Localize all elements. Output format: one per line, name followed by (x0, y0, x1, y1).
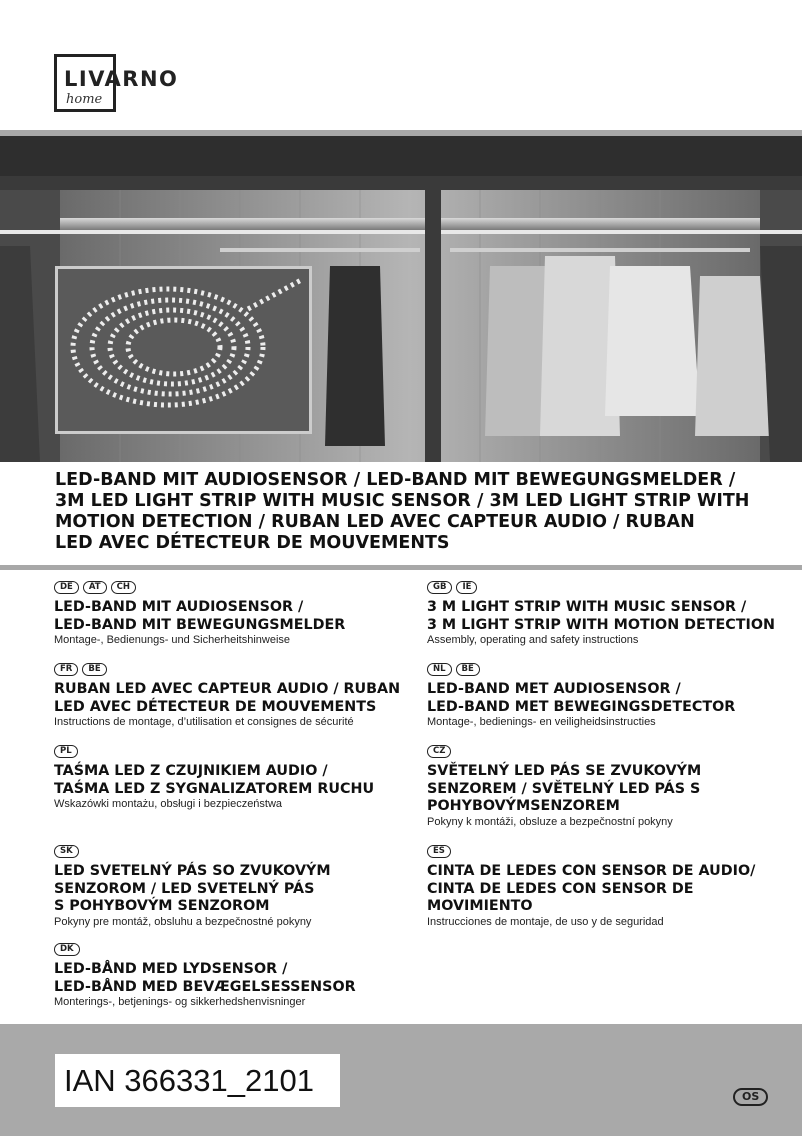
country-badge: CH (111, 581, 136, 594)
section-title-line: LED-BAND MIT AUDIOSENSOR / (54, 599, 304, 615)
section-title-line: LED-BAND MET BEWEGINGSDETECTOR (427, 698, 736, 715)
section-title (427, 863, 755, 916)
section-title-line: 3 M LIGHT STRIP WITH MOTION DETECTION (427, 616, 775, 633)
section-subtitle: Wskazówki montażu, obsługi i bezpieczeństwa (54, 798, 283, 810)
section-title-line: 3 M LIGHT STRIP WITH MUSIC SENSOR / (427, 599, 747, 615)
brand-logo-sub: home (66, 92, 103, 107)
country-badges (54, 943, 356, 957)
country-badge: IE (456, 581, 477, 594)
section-subtitle: Pokyny k montáži, obsluze a bezpečnostní pokyny (427, 815, 673, 828)
language-section-dk (54, 943, 356, 1009)
product-title-line: LED AVEC DÉTECTEUR DE MOUVEMENTS (55, 533, 450, 553)
country-badge: BE (82, 663, 106, 676)
section-subtitle: Instructions de montage, d’utilisation et consignes de sécurité (54, 716, 354, 728)
language-section-de (54, 581, 345, 647)
section-title (427, 681, 735, 716)
language-section-pl (54, 745, 374, 811)
section-title-line: SENZOROM / LED SVETELNÝ PÁS (54, 880, 315, 897)
country-badge: PL (54, 745, 78, 758)
section-title-line: CINTA DE LEDES CON SENSOR DE AUDIO/ (427, 863, 756, 879)
section-title (427, 763, 701, 816)
country-badges (54, 745, 374, 759)
product-title (55, 470, 775, 554)
section-title-line: RUBAN LED AVEC CAPTEUR AUDIO / RUBAN (54, 681, 401, 697)
section-title-line: POHYBOVÝMSENZOREM (427, 798, 620, 814)
section-title-line: LED AVEC DÉTECTEUR DE MOUVEMENTS (54, 698, 377, 715)
section-subtitle: Montage-, Bedienungs- und Sicherheitshinweise (54, 634, 291, 646)
country-badges (427, 663, 735, 677)
section-title-line: SENZOREM / SVĚTELNÝ LED PÁS S (427, 780, 701, 797)
country-badge: BE (456, 663, 480, 676)
led-strip-coil-icon (58, 269, 309, 431)
section-title-line: LED SVETELNÝ PÁS SO ZVUKOVÝM (54, 863, 331, 879)
country-badge: NL (427, 663, 452, 676)
section-subtitle: Instrucciones de montaje, de uso y de seguridad (427, 915, 664, 928)
section-title-line: CINTA DE LEDES CON SENSOR DE (427, 880, 694, 897)
section-title (54, 599, 345, 634)
language-section-nl (427, 663, 735, 729)
section-title (54, 961, 356, 996)
section-title-line: LED-BAND MIT BEWEGUNGSMELDER (54, 616, 346, 633)
country-badges (427, 581, 775, 595)
section-title-line: TAŚMA LED Z CZUJNIKIEM AUDIO / (54, 763, 328, 779)
language-section-cz (427, 745, 701, 829)
section-title (427, 599, 775, 634)
section-title-line: MOVIMIENTO (427, 898, 533, 914)
section-title-line: LED-BAND MET AUDIOSENSOR / (427, 681, 681, 697)
section-subtitle: Assembly, operating and safety instructions (427, 634, 639, 646)
section-subtitle: Monterings-, betjenings- og sikkerhedshenvisninger (54, 996, 306, 1008)
section-title (54, 681, 400, 716)
language-section-es (427, 845, 755, 929)
product-title-line: LED-BAND MIT AUDIOSENSOR / LED-BAND MIT BEWEGUNGSMELDER / (55, 470, 736, 490)
language-section-fr (54, 663, 400, 729)
language-section-gb (427, 581, 775, 647)
country-badge: SK (54, 845, 79, 858)
country-badges (427, 845, 755, 859)
product-title-line: MOTION DETECTION / RUBAN LED AVEC CAPTEUR AUDIO / RUBAN (55, 512, 695, 532)
country-badges (54, 845, 331, 859)
country-badge: ES (427, 845, 451, 858)
country-badge: CZ (427, 745, 451, 758)
os-badge: OS (733, 1088, 768, 1106)
ian-number: IAN 366331_2101 (64, 1063, 314, 1098)
country-badge: GB (427, 581, 452, 594)
section-subtitle: Montage-, bedienings- en veiligheidsinstructies (427, 716, 656, 728)
country-badge: DK (54, 943, 80, 956)
country-badges (427, 745, 701, 759)
section-subtitle: Pokyny pre montáž, obsluhu a bezpečnostné pokyny (54, 915, 312, 928)
brand-logo-name: LIVARNO (64, 67, 179, 91)
country-badges (54, 663, 400, 677)
middle-divider-band (0, 565, 802, 570)
section-title (54, 863, 331, 916)
country-badge: FR (54, 663, 78, 676)
led-strip-inset-photo (55, 266, 312, 434)
country-badge: AT (83, 581, 107, 594)
section-title-line: LED-BÅND MED LYDSENSOR / (54, 961, 288, 977)
product-title-line: 3M LED LIGHT STRIP WITH MUSIC SENSOR / 3M LED LIGHT STRIP WITH (55, 491, 750, 511)
section-title-line: LED-BÅND MED BEVÆGELSESSENSOR (54, 978, 356, 995)
country-badge: DE (54, 581, 79, 594)
section-title-line: SVĚTELNÝ LED PÁS SE ZVUKOVÝM (427, 763, 702, 779)
section-title (54, 763, 374, 798)
section-title-line: TAŚMA LED Z SYGNALIZATOREM RUCHU (54, 780, 375, 797)
country-badges (54, 581, 345, 595)
section-title-line: S POHYBOVÝM SENZOROM (54, 898, 270, 914)
language-section-sk (54, 845, 331, 929)
